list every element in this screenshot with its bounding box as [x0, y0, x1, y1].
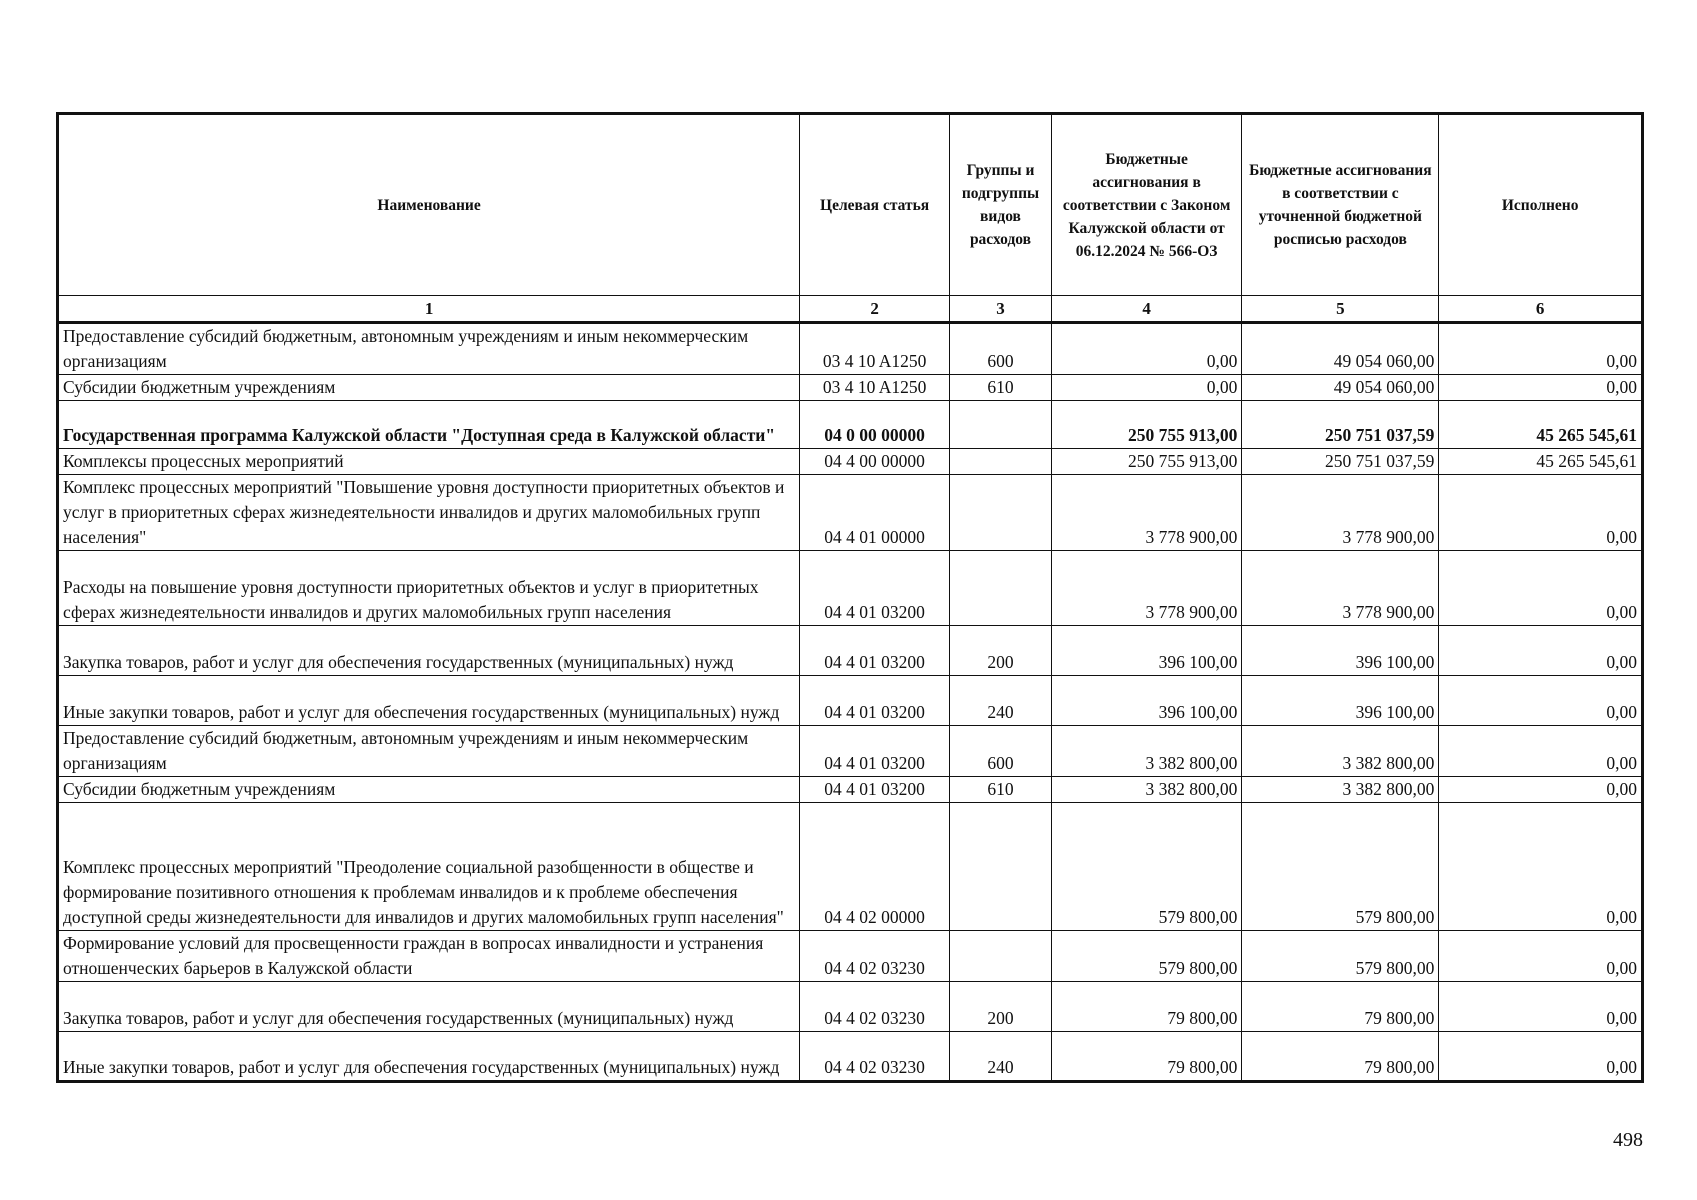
column-number: 6 [1439, 296, 1643, 323]
row-refined-allocation: 3 382 800,00 [1242, 726, 1439, 777]
table-row [58, 626, 1643, 676]
row-executed: 0,00 [1439, 803, 1643, 931]
budget-table [56, 112, 1644, 1083]
row-executed: 0,00 [1439, 1032, 1643, 1082]
row-executed: 45 265 545,61 [1439, 449, 1643, 475]
row-refined-allocation: 250 751 037,59 [1242, 401, 1439, 449]
column-number-row [58, 296, 1643, 323]
row-name: Субсидии бюджетным учреждениям [58, 375, 800, 401]
row-law-allocation: 3 382 800,00 [1051, 726, 1241, 777]
row-expense-group: 240 [950, 1032, 1052, 1082]
row-name: Субсидии бюджетным учреждениям [58, 777, 800, 803]
header-name: Наименование [58, 114, 800, 296]
header-target-article: Целевая статья [800, 114, 950, 296]
row-refined-allocation: 579 800,00 [1242, 931, 1439, 982]
row-law-allocation: 79 800,00 [1051, 982, 1241, 1032]
row-target-article: 04 0 00 00000 [800, 401, 950, 449]
column-number: 4 [1051, 296, 1241, 323]
row-executed: 0,00 [1439, 777, 1643, 803]
header-executed: Исполнено [1439, 114, 1643, 296]
row-law-allocation: 579 800,00 [1051, 803, 1241, 931]
table-row [58, 982, 1643, 1032]
table-row [58, 375, 1643, 401]
header-law-allocations: Бюджетные ассигнования в соответствии с Законом Калужской области от 06.12.2024 № 566-ОЗ [1051, 114, 1241, 296]
row-executed: 0,00 [1439, 982, 1643, 1032]
row-name: Иные закупки товаров, работ и услуг для обеспечения государственных (муниципальных) нужд [58, 1032, 800, 1082]
row-expense-group: 610 [950, 777, 1052, 803]
row-refined-allocation: 3 778 900,00 [1242, 551, 1439, 626]
row-law-allocation: 79 800,00 [1051, 1032, 1241, 1082]
row-expense-group [950, 803, 1052, 931]
row-refined-allocation: 49 054 060,00 [1242, 323, 1439, 375]
row-executed: 0,00 [1439, 931, 1643, 982]
row-target-article: 03 4 10 A1250 [800, 375, 950, 401]
column-number: 2 [800, 296, 950, 323]
row-refined-allocation: 49 054 060,00 [1242, 375, 1439, 401]
row-executed: 0,00 [1439, 626, 1643, 676]
row-refined-allocation: 250 751 037,59 [1242, 449, 1439, 475]
row-name: Комплекс процессных мероприятий "Преодоление социальной разобщенности в обществе и формирование позитивного отношения к проблемам инвалидов и к проблеме обеспечения доступной среды жизнедеятельности для инвалидов и других маломобильных групп населения" [58, 803, 800, 931]
row-target-article: 03 4 10 A1250 [800, 323, 950, 375]
row-refined-allocation: 396 100,00 [1242, 626, 1439, 676]
row-target-article: 04 4 01 03200 [800, 676, 950, 726]
row-target-article: 04 4 02 03230 [800, 931, 950, 982]
row-executed: 0,00 [1439, 551, 1643, 626]
row-executed: 0,00 [1439, 323, 1643, 375]
row-executed: 0,00 [1439, 475, 1643, 551]
row-law-allocation: 396 100,00 [1051, 676, 1241, 726]
row-expense-group [950, 475, 1052, 551]
row-name: Комплексы процессных мероприятий [58, 449, 800, 475]
row-refined-allocation: 396 100,00 [1242, 676, 1439, 726]
row-name: Расходы на повышение уровня доступности приоритетных объектов и услуг в приоритетных сферах жизнедеятельности инвалидов и других маломобильных групп населения [58, 551, 800, 626]
column-number: 1 [58, 296, 800, 323]
row-name: Закупка товаров, работ и услуг для обеспечения государственных (муниципальных) нужд [58, 626, 800, 676]
row-target-article: 04 4 01 03200 [800, 626, 950, 676]
row-refined-allocation: 3 382 800,00 [1242, 777, 1439, 803]
row-name: Формирование условий для просвещенности граждан в вопросах инвалидности и устранения отношенческих барьеров в Калужской области [58, 931, 800, 982]
row-name: Закупка товаров, работ и услуг для обеспечения государственных (муниципальных) нужд [58, 982, 800, 1032]
row-law-allocation: 250 755 913,00 [1051, 401, 1241, 449]
table-row [58, 1032, 1643, 1082]
row-executed: 0,00 [1439, 676, 1643, 726]
row-executed: 0,00 [1439, 726, 1643, 777]
row-expense-group: 610 [950, 375, 1052, 401]
row-name: Предоставление субсидий бюджетным, автономным учреждениям и иным некоммерческим организациям [58, 726, 800, 777]
row-refined-allocation: 79 800,00 [1242, 1032, 1439, 1082]
header-row [58, 114, 1643, 296]
row-target-article: 04 4 01 03200 [800, 551, 950, 626]
page-number: 498 [1613, 1129, 1643, 1151]
row-law-allocation: 396 100,00 [1051, 626, 1241, 676]
row-expense-group: 200 [950, 626, 1052, 676]
row-executed: 0,00 [1439, 375, 1643, 401]
row-expense-group: 240 [950, 676, 1052, 726]
row-expense-group [950, 449, 1052, 475]
row-refined-allocation: 3 778 900,00 [1242, 475, 1439, 551]
row-law-allocation: 3 778 900,00 [1051, 551, 1241, 626]
row-law-allocation: 250 755 913,00 [1051, 449, 1241, 475]
row-expense-group: 600 [950, 726, 1052, 777]
table-row [58, 676, 1643, 726]
row-target-article: 04 4 02 03230 [800, 1032, 950, 1082]
row-target-article: 04 4 01 00000 [800, 475, 950, 551]
column-number: 3 [950, 296, 1052, 323]
row-law-allocation: 579 800,00 [1051, 931, 1241, 982]
table-row [58, 551, 1643, 626]
table-row [58, 475, 1643, 551]
row-law-allocation: 3 382 800,00 [1051, 777, 1241, 803]
header-expense-groups: Группы и подгруппы видов расходов [950, 114, 1052, 296]
row-expense-group [950, 931, 1052, 982]
row-target-article: 04 4 02 03230 [800, 982, 950, 1032]
table-row [58, 323, 1643, 375]
row-law-allocation: 0,00 [1051, 375, 1241, 401]
column-number: 5 [1242, 296, 1439, 323]
table-row [58, 401, 1643, 449]
row-law-allocation: 3 778 900,00 [1051, 475, 1241, 551]
row-executed: 45 265 545,61 [1439, 401, 1643, 449]
header-refined-allocations: Бюджетные ассигнования в соответствии с уточненной бюджетной росписью расходов [1242, 114, 1439, 296]
row-expense-group [950, 551, 1052, 626]
row-law-allocation: 0,00 [1051, 323, 1241, 375]
table-row [58, 726, 1643, 777]
row-name: Комплекс процессных мероприятий "Повышение уровня доступности приоритетных объектов и услуг в приоритетных сферах жизнедеятельности инвалидов и других маломобильных групп населения" [58, 475, 800, 551]
row-expense-group: 200 [950, 982, 1052, 1032]
table-row [58, 449, 1643, 475]
row-expense-group [950, 401, 1052, 449]
row-name: Предоставление субсидий бюджетным, автономным учреждениям и иным некоммерческим организациям [58, 323, 800, 375]
table-row [58, 777, 1643, 803]
row-refined-allocation: 579 800,00 [1242, 803, 1439, 931]
row-target-article: 04 4 01 03200 [800, 777, 950, 803]
row-name: Иные закупки товаров, работ и услуг для обеспечения государственных (муниципальных) нужд [58, 676, 800, 726]
row-expense-group: 600 [950, 323, 1052, 375]
row-target-article: 04 4 00 00000 [800, 449, 950, 475]
row-target-article: 04 4 01 03200 [800, 726, 950, 777]
row-refined-allocation: 79 800,00 [1242, 982, 1439, 1032]
table-row [58, 931, 1643, 982]
table-row [58, 803, 1643, 931]
row-target-article: 04 4 02 00000 [800, 803, 950, 931]
row-name: Государственная программа Калужской области "Доступная среда в Калужской области" [58, 401, 800, 449]
